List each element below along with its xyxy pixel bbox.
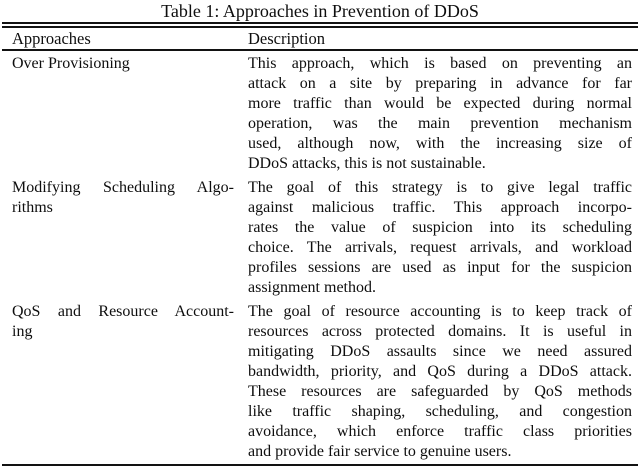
text-line: bandwidth, priority, and QoS during a DDoS attack. (248, 363, 632, 380)
table-caption: Table 1: Approaches in Prevention of DDoS (161, 1, 479, 21)
text-line: mitigating DDoS assaults since we need assured (248, 343, 632, 360)
description-cell (248, 178, 632, 298)
approach-cell (0, 54, 248, 174)
column-header-description: Description (248, 29, 325, 48)
text-line: The goal of resource accounting is to keep track of (248, 303, 632, 320)
table-row (0, 298, 640, 464)
text-line: assignment method. (248, 279, 376, 296)
text-line: These resources are safeguarded by QoS methods (248, 383, 632, 400)
text-line: operation, was the main prevention mechanism (248, 115, 632, 132)
text-line: This approach, which is based on preventing an (248, 55, 632, 72)
text-line: used, although now, with the increasing size of (248, 135, 632, 152)
approach-cell (0, 302, 248, 462)
text-line: The goal of this strategy is to give legal traffic (248, 179, 632, 196)
text-line: attack on a site by preparing in advance for far (248, 75, 632, 92)
text-line: and provide fair service to genuine users. (248, 443, 512, 460)
text-line: like traffic shaping, scheduling, and congestion (248, 403, 632, 420)
text-line: avoidance, which enforce traffic class priorities (248, 423, 632, 440)
text-line: more traffic than would be expected during normal (248, 95, 632, 112)
text-line: QoS and Resource Account- (12, 303, 234, 320)
description-cell (248, 54, 632, 174)
approach-cell (0, 178, 248, 298)
text-line: rates the value of suspicion into its scheduling (248, 219, 632, 236)
text-line: Over Provisioning (12, 55, 130, 72)
text-line: DDoS attacks, this is not sustainable. (248, 155, 486, 172)
table-row (0, 174, 640, 298)
description-cell (248, 302, 632, 462)
table-header-row (0, 28, 640, 49)
text-line: against malicious traffic. This approach incorpo- (248, 199, 632, 216)
text-line: resources across protected domains. It is useful in (248, 323, 632, 340)
column-header-approaches: Approaches (12, 29, 91, 48)
text-line: choice. The arrivals, request arrivals, and workload (248, 239, 632, 256)
text-line: profiles sessions are used as input for the suspicion (248, 259, 632, 276)
table-row (0, 51, 640, 174)
text-line: Modifying Scheduling Algo- (12, 179, 234, 196)
text-line: rithms (12, 199, 53, 216)
text-line: ing (12, 323, 33, 340)
